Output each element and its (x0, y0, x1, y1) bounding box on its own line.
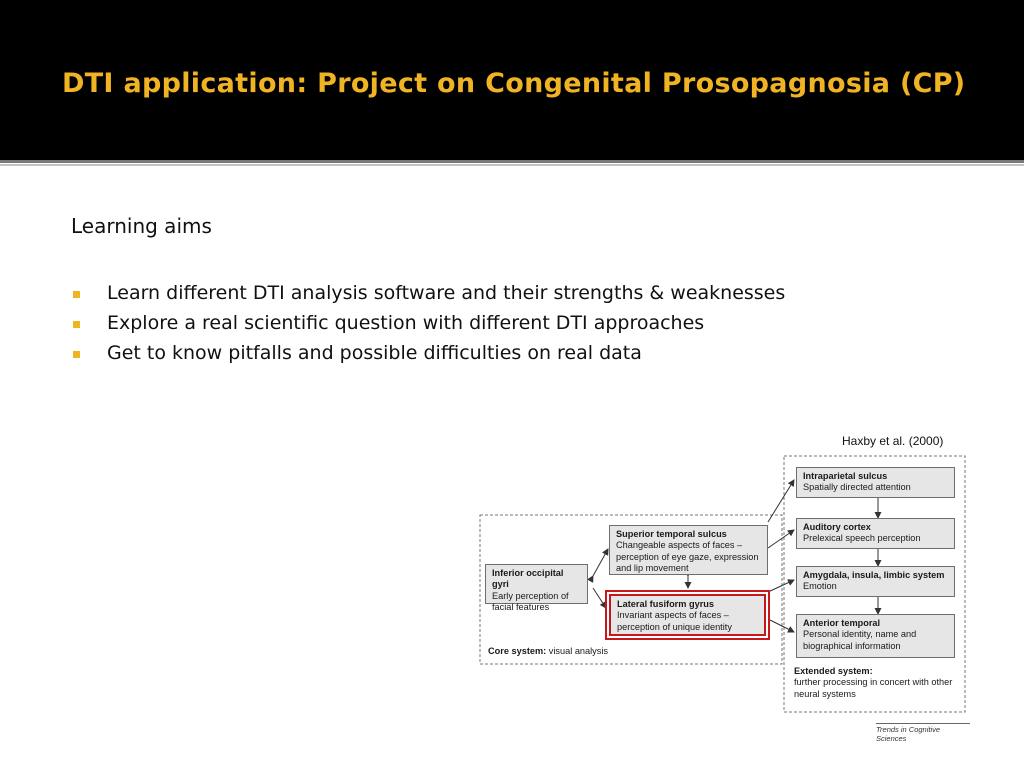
box-superior-temporal-sulcus (609, 525, 768, 575)
box-title: Anterior temporal (803, 618, 881, 628)
box-description: Early perception of facial features (492, 590, 569, 613)
face-perception-model-figure (478, 452, 970, 743)
box-amygdala-insula-limbic (796, 566, 955, 597)
box-title: Auditory cortex (803, 522, 871, 532)
bullet-item (71, 342, 785, 372)
box-description: Spatially directed attention (803, 482, 911, 493)
box-auditory-cortex (796, 518, 955, 549)
box-description: Invariant aspects of faces – perception of unique identity (617, 610, 732, 632)
bullet-item (71, 282, 785, 312)
title-divider (0, 160, 1024, 163)
box-description: Emotion (803, 581, 837, 592)
bullet-square-icon (73, 351, 80, 358)
slide-title: DTI application: Project on Congenital Prosopagnosia (CP) (62, 68, 966, 99)
box-title: Lateral fusiform gyrus (617, 599, 715, 609)
bullet-square-icon (73, 291, 80, 298)
learning-aims-heading: Learning aims (71, 214, 212, 238)
figure-source-label: Trends in Cognitive Sciences (876, 723, 970, 743)
core-system-label-rest: visual analysis (546, 646, 609, 656)
arrow-to-auditory (768, 530, 794, 548)
arrow-inferior-to-fusiform (593, 588, 606, 608)
extended-system-label (794, 666, 954, 700)
box-intraparietal-sulcus (796, 467, 955, 498)
extended-system-label-bold: Extended system: (794, 666, 873, 676)
box-title: Superior temporal sulcus (616, 529, 727, 539)
arrow-to-amygdala (768, 580, 794, 592)
arrow-to-intraparietal (768, 480, 794, 522)
core-system-label-bold: Core system: (488, 646, 547, 656)
extended-system-label-rest: further processing in concert with other neural systems (794, 677, 953, 699)
bullet-text: Learn different DTI analysis software and their strengths & weaknesses (107, 282, 786, 304)
box-title: Intraparietal sulcus (803, 471, 888, 481)
core-system-label (488, 646, 608, 657)
box-description: Personal identity, name and biographical information (803, 629, 917, 651)
bullet-text: Get to know pitfalls and possible difficulties on real data (107, 342, 642, 364)
box-lateral-fusiform-gyrus-highlighted (609, 594, 766, 636)
box-title: Inferior occipital gyri (492, 568, 564, 590)
bullet-square-icon (73, 321, 80, 328)
box-title: Amygdala, insula, limbic system (803, 570, 945, 580)
learning-aims-list (71, 282, 785, 372)
box-anterior-temporal (796, 614, 955, 658)
bullet-text: Explore a real scientific question with different DTI approaches (107, 312, 705, 334)
title-divider-light (0, 164, 1024, 166)
box-description: Prelexical speech perception (803, 533, 921, 544)
bullet-item (71, 312, 785, 342)
box-inferior-occipital-gyri (485, 564, 588, 613)
figure-citation: Haxby et al. (2000) (842, 434, 944, 448)
arrow-inferior-to-superior (593, 549, 608, 576)
box-description: Changeable aspects of faces – perception of eye gaze, expression and lip movement (616, 540, 759, 574)
